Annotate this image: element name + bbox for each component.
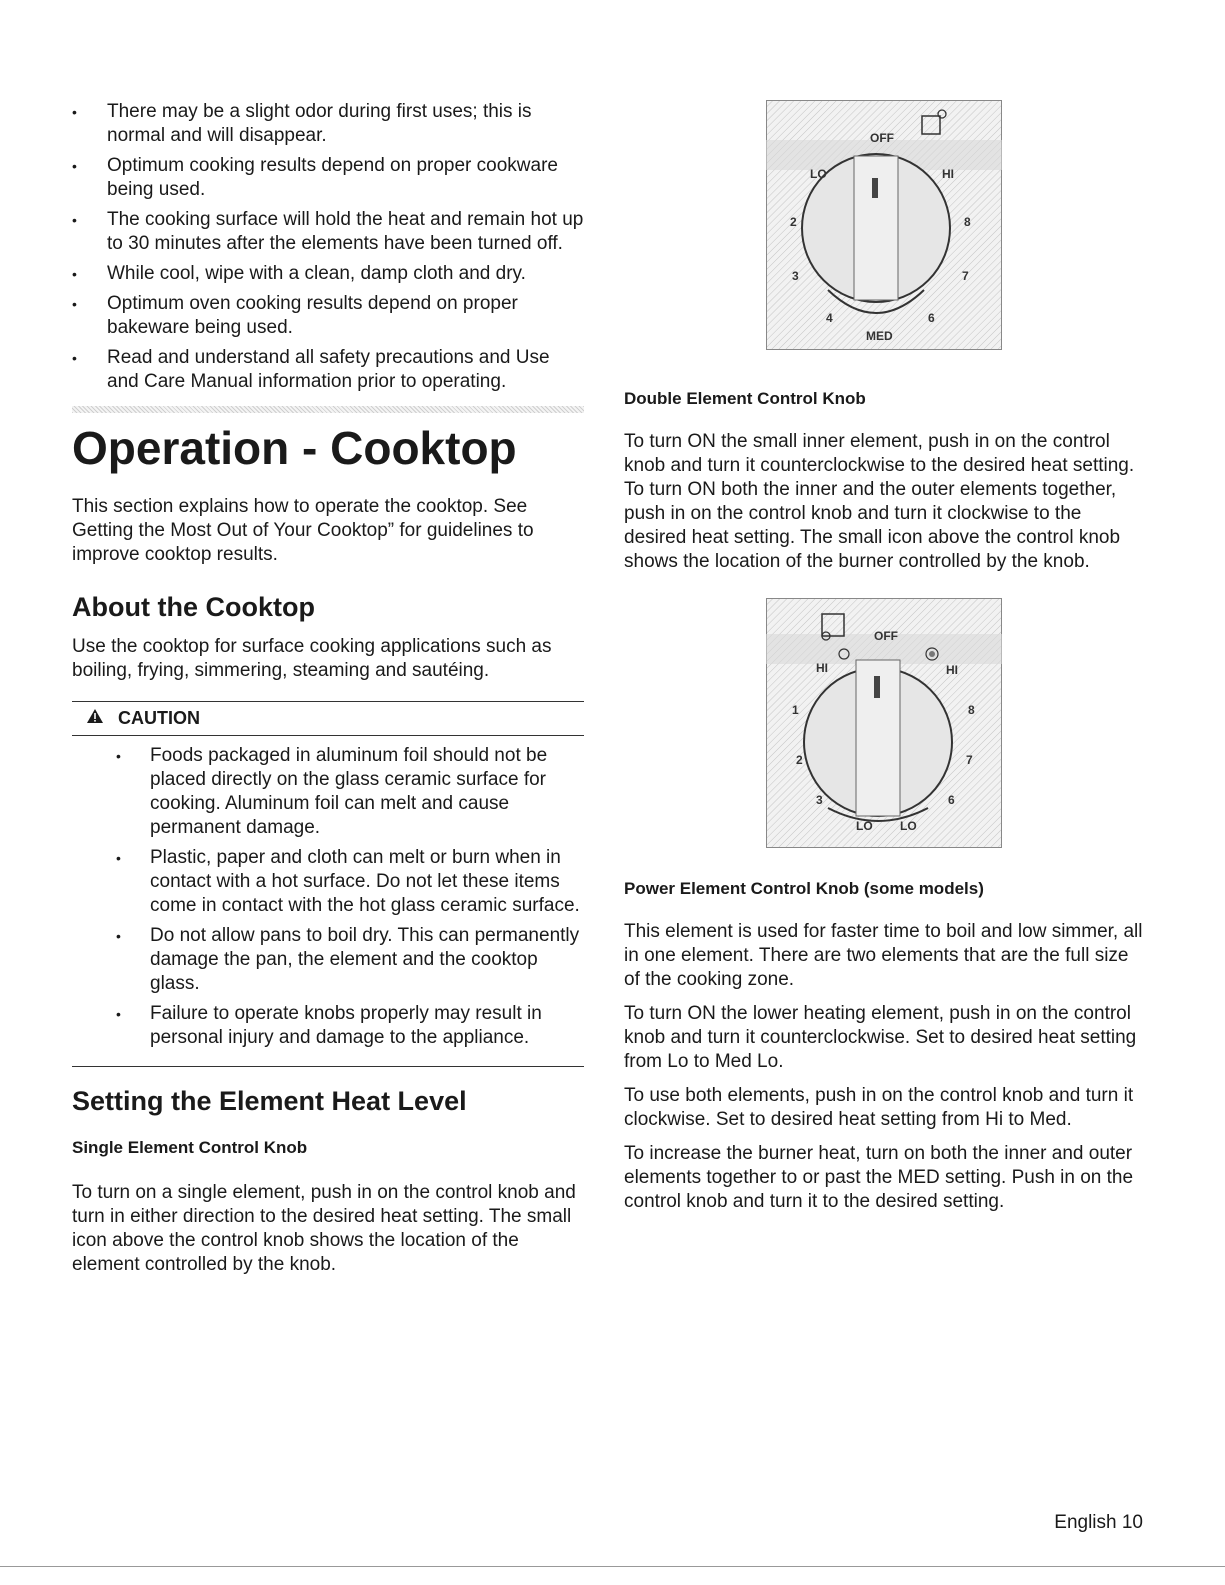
warning-icon [86, 708, 104, 729]
knob-label-lo-left: LO [856, 819, 873, 833]
power-paragraph-4: To increase the burner heat, turn on both the inner and outer elements together to or past the MED setting. Push in on the control knob and turn it to the desired setting. [624, 1143, 1134, 1212]
caution-box [72, 701, 584, 1067]
power-paragraph-2: To turn ON the lower heating element, push in on the control knob and turn it counterclockwise. Set to desired heat setting from Lo to Med Lo. [624, 1003, 1137, 1072]
list-item: • The cooking surface will hold the heat and remain hot up to 30 minutes after the elements have been turned off. [72, 208, 584, 256]
knob-label-2: 2 [790, 215, 797, 229]
intro-paragraph: This section explains how to operate the cooktop. See Getting the Most Out of Your Cooktop” for guidelines to improve cooktop results. [72, 496, 534, 565]
page-title: Operation - Cooktop [72, 422, 517, 474]
double-element-knob-diagram [766, 100, 1002, 350]
list-item: • Optimum cooking results depend on proper cookware being used. [72, 154, 584, 202]
caution-list [72, 736, 584, 1066]
single-knob-paragraph: To turn on a single element, push in on the control knob and turn in either direction to the desired heat setting. The small icon above the control knob shows the location of the element controlled by the knob. [72, 1182, 576, 1275]
list-item: • Do not allow pans to boil dry. This can permanently damage the pan, the element and the cooktop glass. [116, 924, 584, 996]
knob-label-1: 1 [792, 703, 799, 717]
power-paragraph-3: To use both elements, push in on the control knob and turn it clockwise. Set to desired heat setting from Hi to Med. [624, 1085, 1134, 1130]
knob-label-7: 7 [962, 269, 969, 283]
knob-label-hi-left: HI [816, 661, 828, 675]
knob-label-6: 6 [928, 311, 935, 325]
list-item: • While cool, wipe with a clean, damp cloth and dry. [72, 262, 584, 286]
caution-label: CAUTION [118, 708, 200, 728]
power-knob-heading: Power Element Control Knob (some models) [624, 879, 984, 898]
list-item: • Foods packaged in aluminum foil should not be placed directly on the glass ceramic surface for cooking. Aluminum foil can melt and cause permanent damage. [116, 744, 584, 840]
knob-label-6: 6 [948, 793, 955, 807]
list-item: • Plastic, paper and cloth can melt or burn when in contact with a hot surface. Do not let these items come in contact with the hot glass ceramic surface. [116, 846, 584, 918]
page-number: English 10 [1054, 1512, 1143, 1533]
knob-label-hi-right: HI [946, 663, 958, 677]
knob-label-lo-right: LO [900, 819, 917, 833]
power-paragraph-1: This element is used for faster time to boil and low simmer, all in one element. There are two elements that are the full size of the cooking zone. [624, 921, 1143, 990]
knob-label-lo: LO [810, 167, 827, 181]
bottom-rule [0, 1566, 1225, 1567]
double-knob-paragraph: To turn ON the small inner element, push in on the control knob and turn it counterclockwise to the desired heat setting. To turn ON both the inner and the outer elements together, push in on the control knob and turn it clockwise to the desired heat setting. The small icon above the control knob shows the location of the burner controlled by the knob. [624, 431, 1135, 572]
intro-bullet-list [72, 100, 584, 394]
double-knob-heading: Double Element Control Knob [624, 389, 866, 408]
knob-label-hi: HI [942, 167, 954, 181]
power-element-knob-diagram [766, 598, 1002, 848]
setting-heading: Setting the Element Heat Level [72, 1086, 467, 1116]
knob-label-8: 8 [964, 215, 971, 229]
knob-label-3: 3 [816, 793, 823, 807]
left-column [72, 100, 584, 1277]
about-heading: About the Cooktop [72, 592, 315, 622]
section-divider [72, 406, 584, 413]
knob-label-med: MED [866, 329, 893, 343]
knob-label-2: 2 [796, 753, 803, 767]
list-item: • There may be a slight odor during first uses; this is normal and will disappear. [72, 100, 584, 148]
knob-label-3: 3 [792, 269, 799, 283]
caution-header [72, 702, 584, 736]
list-item: • Optimum oven cooking results depend on proper bakeware being used. [72, 292, 584, 340]
knob-label-8: 8 [968, 703, 975, 717]
single-knob-heading: Single Element Control Knob [72, 1138, 308, 1157]
knob-label-off: OFF [870, 131, 894, 145]
list-item: • Read and understand all safety precautions and Use and Care Manual information prior to operating. [72, 346, 584, 394]
knob-label-4: 4 [826, 311, 833, 325]
about-paragraph: Use the cooktop for surface cooking applications such as boiling, frying, simmering, steaming and sautéing. [72, 636, 552, 681]
knob-label-off: OFF [874, 629, 898, 643]
list-item: • Failure to operate knobs properly may result in personal injury and damage to the appliance. [116, 1002, 584, 1050]
right-column [624, 100, 1144, 1214]
knob-label-7: 7 [966, 753, 973, 767]
